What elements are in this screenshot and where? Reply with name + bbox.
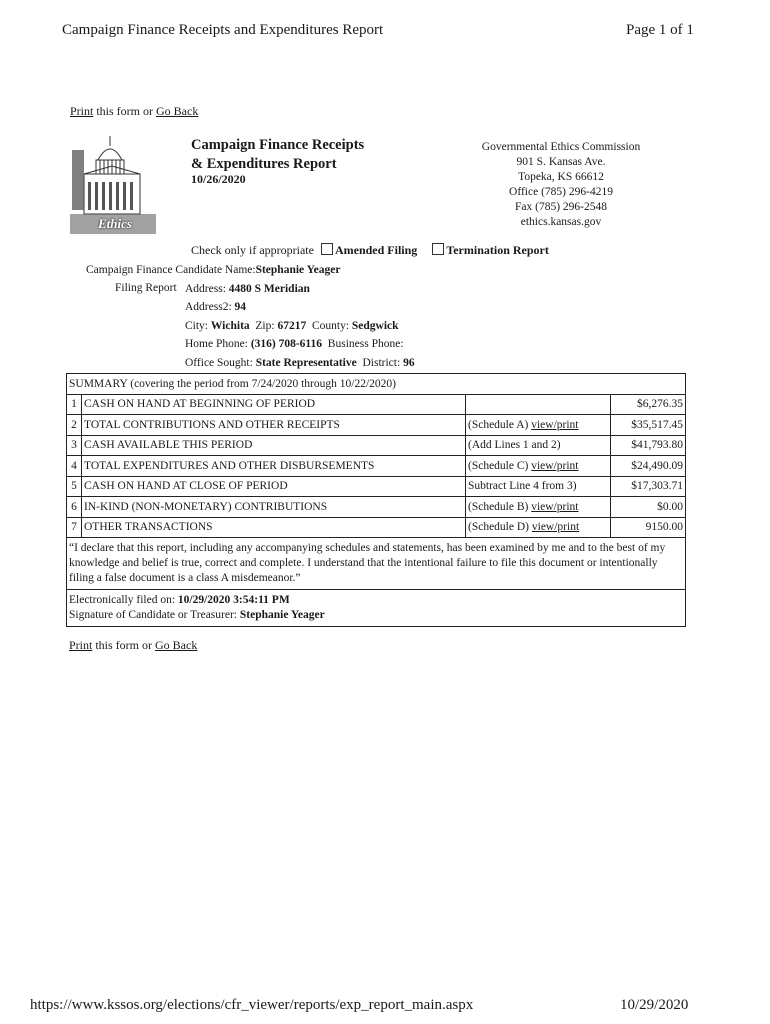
check-prompt: Check only if appropriate [191,243,314,257]
schedule-text: Subtract Line 4 from 3) [468,480,577,493]
schedule-c-view-print-link[interactable]: view/print [531,459,579,472]
report-title-line2: & Expenditures Report [191,156,337,172]
phone-row [185,335,404,353]
row-label: CASH ON HAND AT BEGINNING OF PERIOD [82,394,466,415]
office-row [185,354,415,372]
filed-on-line [69,593,683,608]
summary-row [67,415,686,436]
signature-label: Signature of Candidate or Treasurer: [69,609,237,621]
address-row [185,280,310,298]
schedule-b-view-print-link[interactable]: view/print [531,500,579,513]
row-label: OTHER TRANSACTIONS [82,517,466,538]
filed-on-value: 10/29/2020 3:54:11 PM [177,594,290,606]
row-amount: $41,793.80 [611,435,686,456]
signature-line [69,608,683,623]
row-number: 3 [67,435,82,456]
row-label: CASH ON HAND AT CLOSE OF PERIOD [82,476,466,497]
address2-label: Address2: [185,301,232,313]
row-schedule [466,476,611,497]
row-amount: $0.00 [611,497,686,518]
office-sought-label: Office Sought: [185,357,253,369]
report-date: 10/26/2020 [191,172,246,186]
county-value: Sedgwick [351,320,399,332]
district-value: 96 [403,357,415,369]
district-label: District: [362,357,401,369]
signature-block [67,590,686,627]
schedule-text: (Schedule C) [468,459,532,472]
print-link[interactable]: Print [70,104,94,118]
city-label: City: [185,320,209,332]
row-number: 1 [67,394,82,415]
candidate-name-label: Campaign Finance Candidate Name: [86,264,256,276]
row-number: 4 [67,456,82,477]
row-schedule [466,497,611,518]
filed-on-label: Electronically filed on: [69,594,176,606]
termination-report-checkbox[interactable] [432,243,444,255]
schedule-text: (Schedule B) [468,500,532,513]
schedule-text: (Add Lines 1 and 2) [468,439,561,452]
row-label: CASH AVAILABLE THIS PERIOD [82,435,466,456]
summary-heading: SUMMARY (covering the period from 7/24/2020 through 10/22/2020) [67,374,686,395]
nav-connector-text: this form or [93,104,157,118]
summary-row [67,456,686,477]
row-schedule [466,415,611,436]
page-number: Page 1 of 1 [626,22,694,38]
schedule-a-view-print-link[interactable]: view/print [531,418,579,431]
summary-row [67,497,686,518]
row-amount: $35,517.45 [611,415,686,436]
row-number: 2 [67,415,82,436]
candidate-name-row [86,261,340,279]
address2-value: 94 [234,301,247,313]
footer-date: 10/29/2020 [620,997,689,1013]
amended-filing-label: Amended Filing [334,243,418,257]
row-amount: 9150.00 [611,517,686,538]
address2-row [185,298,246,316]
termination-report-label: Termination Report [446,243,549,257]
bottom-nav [69,638,197,653]
city-row [185,317,399,335]
address-label: Address: [185,283,226,295]
schedule-d-view-print-link[interactable]: view/print [531,521,580,534]
row-schedule [466,394,611,415]
schedule-text: (Schedule D) [468,521,532,534]
schedule-text: (Schedule A) [468,418,532,431]
county-label: County: [311,320,350,332]
commission-website: ethics.kansas.gov [520,216,602,228]
summary-heading-row [67,374,686,395]
row-number: 5 [67,476,82,497]
signature-value: Stephanie Yeager [239,609,325,621]
commission-office-phone: Office (785) 296-4219 [509,186,613,198]
row-amount: $6,276.35 [611,394,686,415]
signature-row [67,590,686,627]
footer-url: https://www.kssos.org/elections/cfr_viewer/reports/exp_report_main.aspx [30,997,474,1013]
logo-ethics-text: Ethics [98,216,132,231]
candidate-name-value: Stephanie Yeager [255,264,341,276]
zip-value: 67217 [277,320,307,332]
commission-address [451,140,671,230]
commission-address2: Topeka, KS 66612 [518,171,604,183]
summary-row [67,435,686,456]
commission-address1: 901 S. Kansas Ave. [516,156,606,168]
row-label: TOTAL EXPENDITURES AND OTHER DISBURSEMENTS [82,456,466,477]
print-link-bottom[interactable]: Print [69,638,93,652]
filing-type-row [191,243,549,258]
row-schedule [466,456,611,477]
capitol-logo [70,130,156,234]
commission-fax: Fax (785) 296-2548 [515,201,607,213]
office-sought-value: State Representative [255,357,357,369]
summary-row [67,517,686,538]
amended-filing-checkbox[interactable] [321,243,333,255]
row-number: 7 [67,517,82,538]
page-header-title: Campaign Finance Receipts and Expenditures Report [62,22,384,38]
summary-table [66,373,686,627]
declaration-row [67,538,686,590]
row-schedule [466,435,611,456]
row-number: 6 [67,497,82,518]
declaration-text: “I declare that this report, including any accompanying schedules and statements, has been examined by me and to the best of my knowledge and belief is true, correct and complete. I understand that the intentional failure to file this document or intentionally filing a false document is a class A misdemeanor.” [67,538,686,590]
city-value: Wichita [210,320,250,332]
row-label: TOTAL CONTRIBUTIONS AND OTHER RECEIPTS [82,415,466,436]
row-amount: $24,490.09 [611,456,686,477]
nav-connector-text-bottom: this form or [92,638,156,652]
report-title-block [191,136,364,174]
go-back-link-bottom[interactable]: Go Back [155,638,198,652]
business-phone-label: Business Phone: [327,338,404,350]
report-title-line1: Campaign Finance Receipts [191,137,365,153]
zip-label: Zip: [255,320,275,332]
home-phone-value: (316) 708-6116 [250,338,323,350]
row-amount: $17,303.71 [611,476,686,497]
filing-report-label: Filing Report [115,282,177,294]
summary-row [67,476,686,497]
home-phone-label: Home Phone: [185,338,248,350]
top-nav [70,104,198,119]
commission-name: Governmental Ethics Commission [481,141,641,153]
row-schedule [466,517,611,538]
row-label: IN-KIND (NON-MONETARY) CONTRIBUTIONS [82,497,466,518]
summary-row [67,394,686,415]
address-value: 4480 S Meridian [228,283,310,295]
go-back-link[interactable]: Go Back [156,104,199,118]
